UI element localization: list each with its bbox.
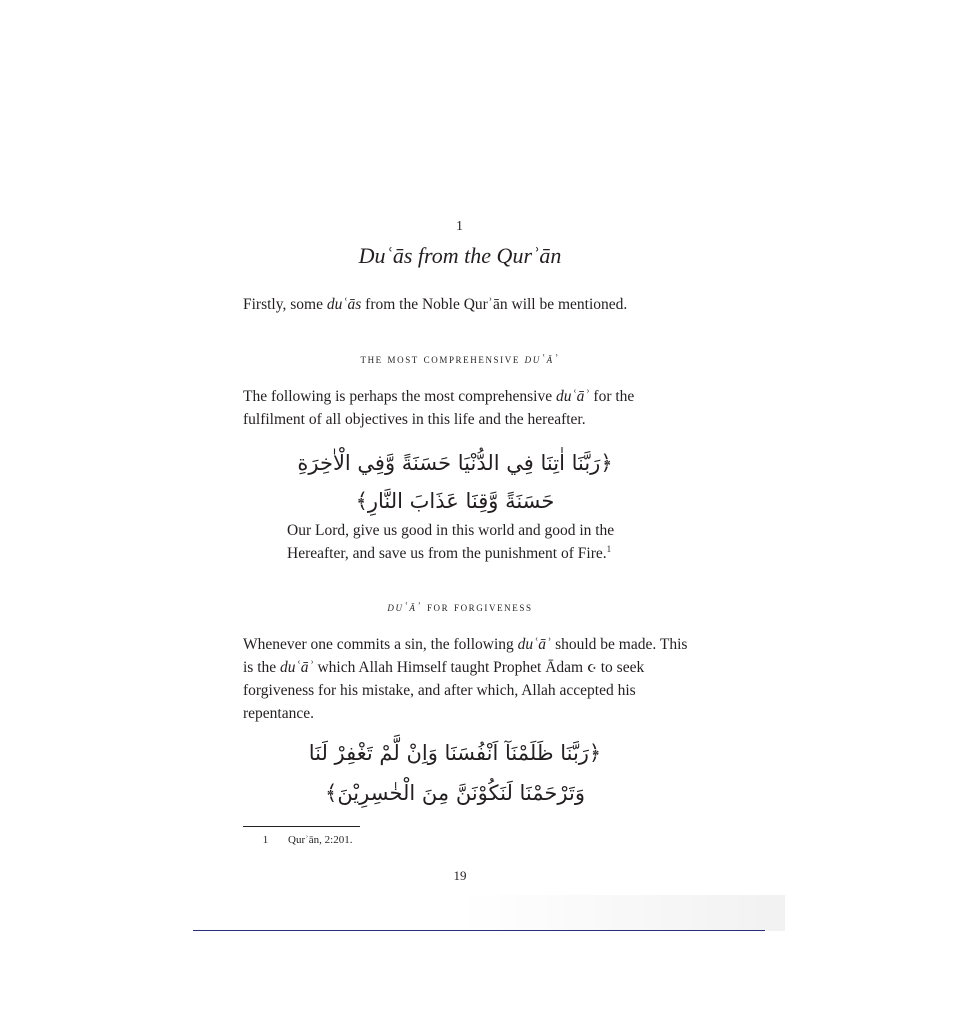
- comprehensive-paragraph: The following is perhaps the most comprehensive duʿāʾ for the fulfilment of all objectives in this life and the hereafter.: [243, 388, 635, 428]
- chapter-number: 1: [456, 219, 464, 234]
- page-number: 19: [453, 868, 467, 883]
- forgiveness-paragraph: Whenever one commits a sin, the following duʿāʾ should be made. This is the duʿāʾ which Allah Himself taught Prophet Ādam ☪ to seek forgiveness for his mistake, and after which, Allah accepted his repentance.: [243, 636, 688, 722]
- footnote-reference[interactable]: 1: [606, 543, 612, 554]
- footnote-number: 1: [262, 834, 269, 846]
- arabic-verse-comprehensive-line1: ﴿رَبَّنَا اٰتِنَا فِي الدُّنْيَا حَسَنَةً وَّفِي الْاٰخِرَةِ: [297, 451, 613, 475]
- section-heading-forgiveness: duʿāʾ for forgiveness: [387, 600, 533, 614]
- arabic-verse-forgiveness-line2: وَتَرْحَمْنَا لَنَكُوْنَنَّ مِنَ الْخٰسِرِيْنَ﴾: [325, 781, 585, 805]
- chapter-title: Duʿās from the Qurʾān: [358, 243, 562, 268]
- footnote-text: Qurʾān, 2:201.: [288, 834, 353, 846]
- scan-shadow: [460, 895, 785, 931]
- footnote-divider: [243, 826, 360, 827]
- section-heading-comprehensive: the most comprehensive duʿāʾ: [360, 352, 560, 366]
- salutation-icon: ☪: [586, 662, 597, 675]
- translation-comprehensive: Our Lord, give us good in this world and good in the Hereafter, and save us from the punishment of Fire.$^1$: [287, 522, 615, 562]
- intro-paragraph: Firstly, some duʿās from the Noble Qurʾān will be mentioned.: [243, 296, 628, 313]
- arabic-verse-forgiveness-line1: ﴿رَبَّنَا ظَلَمْنَآ اَنْفُسَنَا وَاِنْ لَّمْ تَغْفِرْ لَنَا: [308, 741, 602, 765]
- page-bottom-divider: [193, 930, 765, 931]
- footnote: [243, 834, 352, 846]
- arabic-verse-comprehensive-line2: حَسَنَةً وَّقِنَا عَذَابَ النَّارِ﴾: [355, 489, 555, 513]
